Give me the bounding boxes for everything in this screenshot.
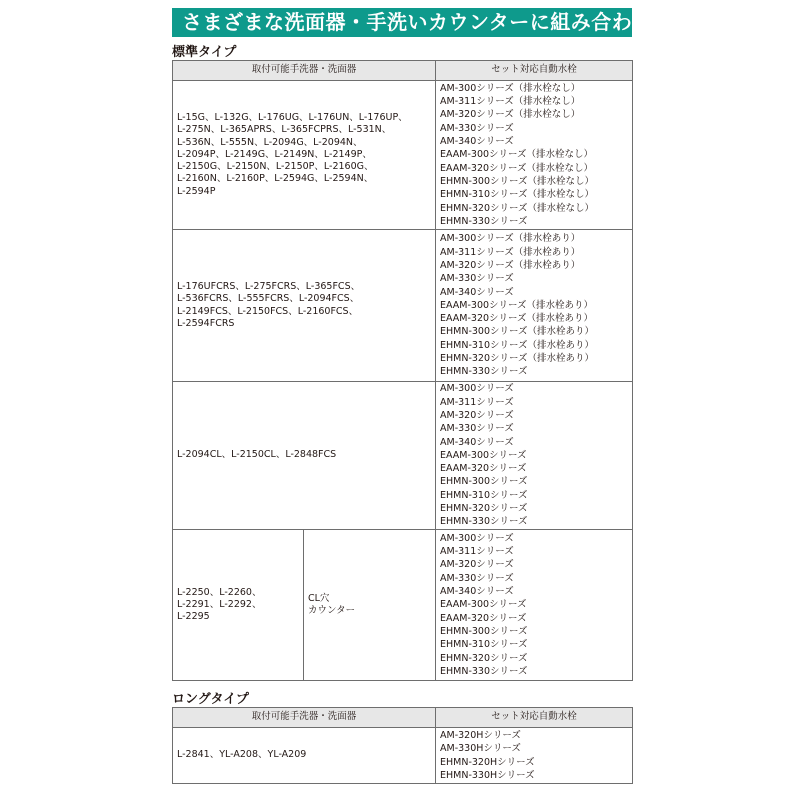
long-section-title: ロングタイプ — [172, 692, 249, 707]
faucet-item: AM-330シリーズ — [440, 122, 514, 134]
table-row — [173, 230, 633, 382]
faucet-item: AM-311シリーズ（排水栓なし） — [440, 96, 581, 108]
faucet-item: AM-320シリーズ — [440, 559, 514, 571]
faucet-item: AM-330シリーズ — [440, 572, 514, 584]
faucet-item: EAAM-300シリーズ（排水栓あり） — [440, 299, 594, 311]
faucet-item: EAAM-300シリーズ — [440, 449, 527, 461]
faucet-cell — [436, 530, 633, 681]
table-row — [173, 81, 633, 230]
table-row — [173, 530, 633, 681]
faucet-item: EHMN-330シリーズ — [440, 215, 528, 227]
faucet-item: EHMN-320シリーズ — [440, 503, 528, 515]
page-title-banner: さまざまな洗面器・手洗いカウンターに組み合わせ可能 — [172, 8, 632, 37]
faucet-item: AM-320Hシリーズ — [440, 729, 521, 741]
basin-models: L-176UFCRS、L-275FCRS、L-365FCS、 L-536FCRS、L-555FCRS、L-2094FCS、 L-2149FCS、L-2150FCS、L-2160FCS、 L-2594FCRS — [173, 230, 436, 382]
basin-models: L-2094CL、L-2150CL、L-2848FCS — [173, 382, 436, 530]
faucet-item: EHMN-330Hシリーズ — [440, 769, 535, 781]
faucet-item: EAAM-300シリーズ（排水栓なし） — [440, 149, 594, 161]
faucet-cell — [436, 382, 633, 530]
faucet-item: EAAM-320シリーズ（排水栓なし） — [440, 162, 594, 174]
faucet-item: AM-300シリーズ — [440, 532, 514, 544]
table-header-row — [173, 61, 633, 81]
faucet-item: AM-320シリーズ（排水栓あり） — [440, 259, 581, 271]
faucet-item: EAAM-320シリーズ — [440, 463, 527, 475]
faucet-item: EHMN-330シリーズ — [440, 665, 528, 677]
faucet-item: AM-340シリーズ — [440, 136, 514, 148]
faucet-item: EAAM-320シリーズ（排水栓あり） — [440, 313, 594, 325]
faucet-item: AM-300シリーズ（排水栓あり） — [440, 233, 581, 245]
faucet-list — [440, 232, 628, 378]
faucet-item: AM-320シリーズ（排水栓なし） — [440, 109, 581, 121]
faucet-cell — [436, 230, 633, 382]
table-row — [173, 728, 633, 784]
cl-hole-note: CL穴 カウンター — [304, 530, 436, 681]
basin-models: L-2250、L-2260、 L-2291、L-2292、 L-2295 — [173, 530, 304, 681]
table-header-row — [173, 708, 633, 728]
faucet-item: AM-320シリーズ — [440, 409, 514, 421]
faucet-item: AM-340シリーズ — [440, 286, 514, 298]
basin-models: L-2841、YL-A208、YL-A209 — [173, 728, 436, 784]
faucet-item: EHMN-310シリーズ — [440, 489, 528, 501]
faucet-list — [440, 82, 628, 228]
faucet-item: AM-311シリーズ — [440, 546, 514, 558]
faucet-item: EHMN-300シリーズ — [440, 476, 528, 488]
faucet-item: AM-340シリーズ — [440, 586, 514, 598]
faucet-item: EHMN-300シリーズ（排水栓なし） — [440, 175, 595, 187]
header-basin: 取付可能手洗器・洗面器 — [173, 708, 436, 728]
faucet-item: AM-340シリーズ — [440, 436, 514, 448]
faucet-item: EHMN-320Hシリーズ — [440, 756, 535, 768]
faucet-item: EHMN-330シリーズ — [440, 366, 528, 378]
faucet-item: EHMN-320シリーズ（排水栓あり） — [440, 353, 595, 365]
faucet-cell — [436, 728, 633, 784]
basin-models: L-15G、L-132G、L-176UG、L-176UN、L-176UP、 L-275N、L-365APRS、L-365FCPRS、L-531N、 L-536N、L-555N、L-2094G、L-2094N、 L-2094P、L-2149G、L-2149N、L-2149P、 L-2150G、L-2150N、L-2150P、L-2160G、 L-2160N、L-2160P、L-2594G、L-2594N、 L-2594P — [173, 81, 436, 230]
header-faucet: セット対応自動水栓 — [436, 61, 633, 81]
faucet-list — [440, 382, 628, 528]
faucet-item: EHMN-320シリーズ — [440, 652, 528, 664]
faucet-item: AM-311シリーズ（排水栓あり） — [440, 246, 581, 258]
faucet-item: AM-330シリーズ — [440, 423, 514, 435]
faucet-item: EHMN-320シリーズ（排水栓なし） — [440, 202, 595, 214]
faucet-item: AM-311シリーズ — [440, 396, 514, 408]
standard-table — [172, 60, 633, 681]
table-row — [173, 382, 633, 530]
faucet-item: EAAM-300シリーズ — [440, 599, 527, 611]
header-faucet: セット対応自動水栓 — [436, 708, 633, 728]
faucet-item: EHMN-300シリーズ — [440, 625, 528, 637]
faucet-item: EHMN-310シリーズ（排水栓なし） — [440, 189, 595, 201]
faucet-item: AM-300シリーズ（排水栓なし） — [440, 82, 581, 94]
faucet-list — [440, 532, 628, 678]
faucet-item: EAAM-320シリーズ — [440, 612, 527, 624]
faucet-item: AM-330Hシリーズ — [440, 743, 521, 755]
faucet-item: AM-330シリーズ — [440, 273, 514, 285]
header-basin: 取付可能手洗器・洗面器 — [173, 61, 436, 81]
faucet-item: EHMN-310シリーズ（排水栓あり） — [440, 339, 595, 351]
faucet-list — [440, 729, 628, 782]
faucet-cell — [436, 81, 633, 230]
long-table — [172, 707, 633, 784]
faucet-item: AM-300シリーズ — [440, 383, 514, 395]
standard-section-title: 標準タイプ — [172, 45, 237, 60]
faucet-item: EHMN-300シリーズ（排水栓あり） — [440, 326, 595, 338]
faucet-item: EHMN-330シリーズ — [440, 516, 528, 528]
faucet-item: EHMN-310シリーズ — [440, 639, 528, 651]
